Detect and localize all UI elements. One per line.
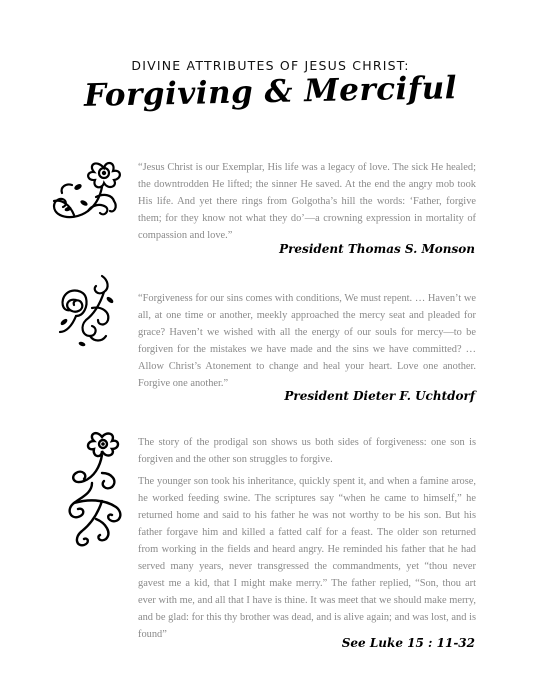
flower-flourish-ornament-icon [62, 427, 132, 551]
flower-bird-ornament-icon [44, 157, 132, 227]
attribution-monson: President Thomas S. Monson [279, 242, 475, 256]
story-paragraph-main: The younger son took his inheritance, quickly spent it, and when a famine arose, he worked feeding swine. The scriptures say “when he came to himself,” he returned home and said to his father he was not worthy to be his son. But his father forgave him and killed a fatted calf for a feast. The older son returned from working in the fields and heard angry. He reminded his father that he had served many years, never transgressed the commandments, yet “thou never gavest me a kid, that I might make merry.” The father replied, “Son, thou art ever with me, and all that I have is thine. It was meet that we should make merry, and be glad: for this thy brother was dead, and is alive again; and was lost, and is found” [138, 476, 476, 640]
rose-swirl-ornament-icon [52, 270, 122, 352]
prodigal-son-story [138, 434, 476, 648]
page-subtitle: DIVINE ATTRIBUTES OF JESUS CHRIST: [131, 58, 410, 73]
quote-uchtdorf: “Forgiveness for our sins comes with conditions, We must repent. … Haven’t we all, at one time or another, meekly approached the mercy seat and pleaded for grace? Haven’t we wished with all the energy of our souls for mercy—to be forgiven for the mistakes we have made and the sins we have committed? … Allow Christ’s Atonement to change and heal your heart. Love one another. Forgive one another.” [138, 293, 476, 389]
page-title: Forgiving & Merciful [83, 70, 458, 114]
attribution-uchtdorf: President Dieter F. Uchtdorf [284, 389, 475, 403]
scripture-reference: See Luke 15 : 11-32 [341, 636, 475, 650]
quote-monson: “Jesus Christ is our Exemplar, His life was a legacy of love. The sick He healed; the downtrodden He lifted; the sinner He saved. At the end the angry mob took His life. And yet there rings from Golgotha’s hill the words: ‘Father, forgive them; for they know not what they do’—a crowning expression in mortality of compassion and love.” [138, 162, 476, 241]
story-paragraph-intro: The story of the prodigal son shows us both sides of forgiveness: one son is forgiven and the other son struggles to forgive. [138, 437, 476, 465]
